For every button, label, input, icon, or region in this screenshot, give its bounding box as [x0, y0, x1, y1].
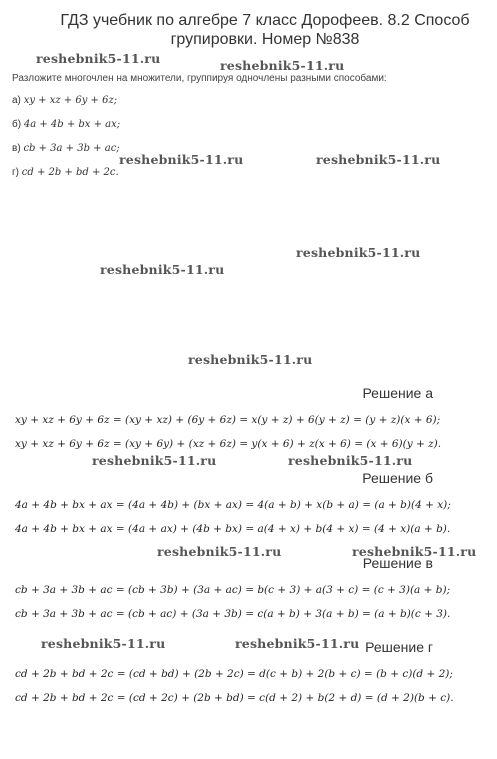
solution-line: xy + xz + 6y + 6z = (xy + 6y) + (xz + 6z) = y(x + 6) + z(x + 6) = (x + 6)(y + z). — [15, 438, 442, 450]
solution-line: 4a + 4b + bx + ax = (4a + 4b) + (bx + ax) = 4(a + b) + x(b + a) = (a + b)(4 + x); — [15, 499, 451, 511]
task-statement: Разложите многочлен на множители, группируя одночлены разными способами: — [12, 73, 387, 84]
watermark: reshebnik5-11.ru — [316, 152, 441, 167]
watermark: reshebnik5-11.ru — [296, 245, 421, 260]
task-item-label: а) — [12, 95, 21, 106]
watermark: reshebnik5-11.ru — [92, 453, 217, 468]
solution-heading-v: Решение в — [362, 555, 433, 571]
watermark: reshebnik5-11.ru — [188, 352, 313, 367]
solution-line: 4a + 4b + bx + ax = (4a + ax) + (4b + bx) = a(4 + x) + b(4 + x) = (4 + x)(a + b). — [15, 523, 451, 535]
watermark: reshebnik5-11.ru — [157, 544, 282, 559]
watermark: reshebnik5-11.ru — [100, 262, 225, 277]
solution-line: cb + 3a + 3b + ac = (cb + ac) + (3a + 3b) = c(a + b) + 3(a + b) = (a + b)(c + 3). — [15, 608, 451, 620]
task-item-expression: 4a + 4b + bx + ax; — [23, 119, 121, 130]
watermark: reshebnik5-11.ru — [119, 152, 244, 167]
solution-line: cb + 3a + 3b + ac = (cb + 3b) + (3a + ac) = b(c + 3) + a(3 + c) = (c + 3)(a + b); — [15, 584, 451, 596]
solution-line: cd + 2b + bd + 2c = (cd + 2c) + (2b + bd) = c(d + 2) + b(2 + d) = (d + 2)(b + c). — [15, 692, 454, 704]
solution-heading-b: Решение б — [362, 470, 433, 486]
solution-heading-a: Решение а — [362, 385, 433, 401]
solution-line: xy + xz + 6y + 6z = (xy + xz) + (6y + 6z) = x(y + z) + 6(y + z) = (y + z)(x + 6); — [15, 414, 441, 426]
task-item-b — [12, 119, 120, 130]
solution-line: cd + 2b + bd + 2c = (cd + bd) + (2b + 2c) = d(c + b) + 2(b + c) = (b + c)(d + 2); — [15, 668, 453, 680]
watermark: reshebnik5-11.ru — [352, 544, 477, 559]
page-title: ГДЗ учебник по алгебре 7 класс Дорофеев. 8.2 Способ групировки. Номер №838 — [60, 12, 470, 48]
task-item-a — [12, 95, 117, 106]
task-item-label: г) — [12, 167, 19, 178]
solution-heading-g: Решение г — [365, 639, 433, 655]
watermark: reshebnik5-11.ru — [235, 636, 360, 651]
task-item-expression: cd + 2b + bd + 2c. — [21, 167, 119, 178]
watermark: reshebnik5-11.ru — [36, 51, 161, 66]
watermark: reshebnik5-11.ru — [41, 636, 166, 651]
task-item-label: б) — [12, 119, 22, 130]
watermark: reshebnik5-11.ru — [220, 58, 345, 73]
task-item-expression: xy + xz + 6y + 6z; — [23, 95, 118, 106]
task-item-label: в) — [12, 143, 21, 154]
task-item-g — [12, 167, 119, 178]
task-item-expression: cb + 3a + 3b + ac; — [23, 143, 120, 154]
watermark: reshebnik5-11.ru — [288, 453, 413, 468]
task-item-v — [12, 143, 120, 154]
